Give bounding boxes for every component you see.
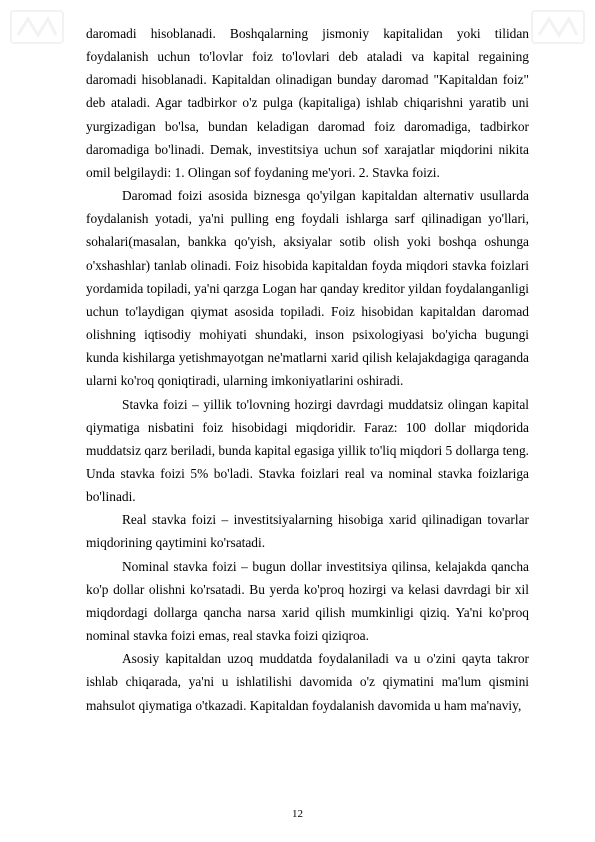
paragraph-fixed-capital: Asosiy kapitaldan uzoq muddatda foydalaniladi va u o'zini qayta takror ishlab chiqarada, ya'ni u ishlatilishi davomida o'z qiymatini ma'lum qismini mahsulot qiymatiga o'tkazadi. Kapitaldan foydalanish davomida u ham ma'naviy, [86,651,529,713]
document-body [86,22,529,717]
paragraph-continued: daromadi hisoblanadi. Boshqalarning jismoniy kapitalidan yoki tilidan foydalanish uchun to'lovlar foiz to'lovlari deb ataladi va kapital regaining daromadi hisoblanadi. Kapitaldan olinadigan bunday daromad "Kapitaldan foiz" deb ataladi. Agar tadbirkor o'z pulga (kapitaliga) ishlab chiqarishni yaratib uni yurgizadigan bo'lsa, bundan keladigan daromad foiz daromadiga, tadbirkor daromadiga bo'linadi. Demak, investitsiya uchun sof xarajatlar miqdorini nikita omil belgilaydi: 1. Olingan sof foydaning me'yori. 2. Stavka foizi. [86,26,529,180]
paragraph-interest-income: Daromad foizi asosida biznesga qo'yilgan kapitaldan alternativ usullarda foydalanish yotadi, ya'ni pulling eng foydali ishlarga sarf qilinadigan yo'llari, sohalari(masalan, bankka qo'yish, aksiyalar sotib olish yoki boshqa oshunga o'xshashlar) tanlab olinadi. Foiz hisobida kapitaldan foyda miqdori stavka foizlari yordamida topiladi, ya'ni qarzga Logan har qanday kreditor yildan foydalanganligi uchun to'laydigan qiymat asosida topiladi. Foiz hisobidan kapitaldan daromad olishning iqtisodiy mohiyati shundaki, inson psixologiyasi bo'yicha bugungi kunda kishilarga yetishmayotgan ne'matlarni xarid qilish kelajakdagiga qaraganda ularni ko'roq qoniqtiradi, ularning imkoniyatlarini oshiradi. [86,188,529,389]
watermark-logo-icon [529,8,587,46]
paragraph-nominal-rate: Nominal stavka foizi – bugun dollar investitsiya qilinsa, kelajakda qancha ko'p dollar olishni ko'rsatadi. Bu yerda ko'proq hozirgi va kelasi davrdagi bir xil miqdordagi dollarga qancha narsa xarid qilish mumkinligi qiziq. Ya'ni ko'proq nominal stavka foizi emas, real stavka foizi qiziqroa. [86,558,529,644]
paragraph-real-rate: Real stavka foizi – investitsiyalarning hisobiga xarid qilinadigan tovarlar miqdorining qaytimini ko'rsatadi. [86,512,529,551]
watermark-logo-icon [8,8,66,46]
paragraph-interest-rate: Stavka foizi – yillik to'lovning hozirgi davrdagi muddatsiz olingan kapital qiymatiga nisbatini foiz hisobidagi miqdoridir. Faraz: 100 dollar miqdorida muddatsiz qarz beriladi, bunda kapital egasiga yillik to'liq miqdori 5 dollarga teng. Unda stavka foizi 5% bo'ladi. Stavka foizlari real va nominal stavka foizlariga bo'linadi. [86,396,529,505]
page-number: 12 [292,808,303,820]
